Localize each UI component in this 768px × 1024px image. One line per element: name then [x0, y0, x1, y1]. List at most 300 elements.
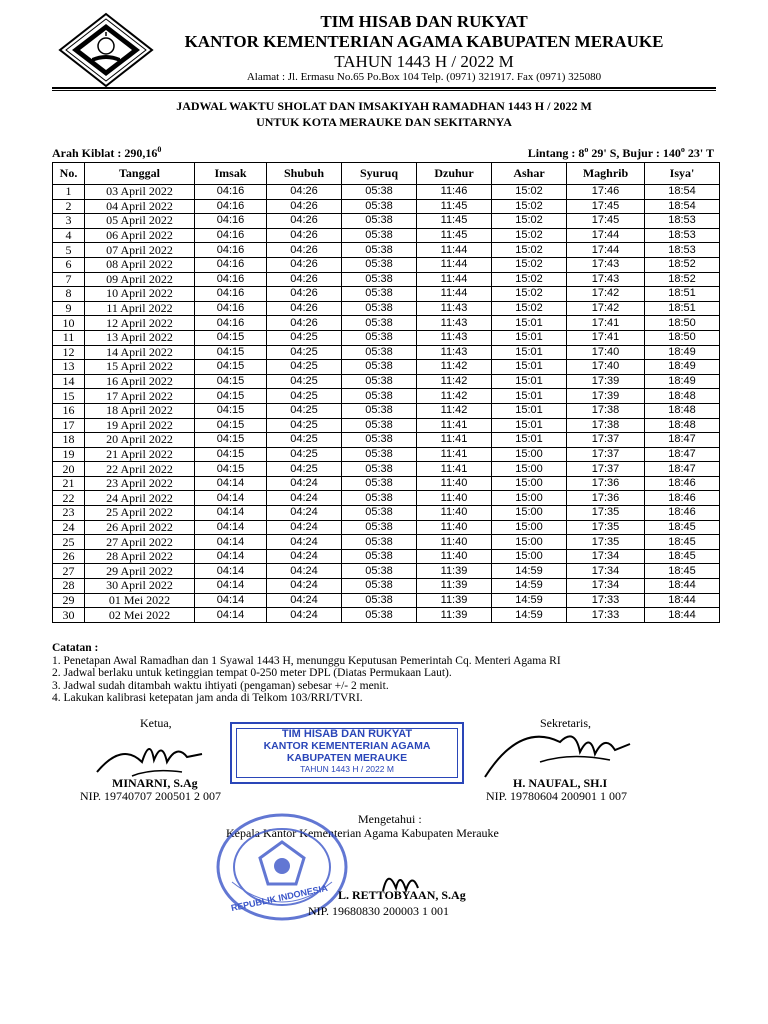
table-cell: 14 April 2022: [85, 345, 195, 360]
table-cell: 13: [53, 360, 85, 375]
column-header: Maghrib: [567, 163, 645, 185]
table-cell: 12 April 2022: [85, 316, 195, 331]
table-cell: 04:15: [195, 389, 267, 404]
secretary-signature-icon: [480, 722, 640, 782]
institution-name: TIM HISAB DAN RUKYAT: [320, 12, 528, 31]
table-cell: 05:38: [342, 374, 417, 389]
table-cell: 04:26: [267, 199, 342, 214]
table-cell: 04:14: [195, 520, 267, 535]
table-cell: 18:51: [645, 287, 720, 302]
table-cell: 15:01: [492, 418, 567, 433]
table-cell: 15:02: [492, 243, 567, 258]
table-cell: 9: [53, 301, 85, 316]
table-cell: 14:59: [492, 593, 567, 608]
table-cell: 04:16: [195, 228, 267, 243]
table-cell: 17:33: [567, 593, 645, 608]
table-cell: 04:16: [195, 243, 267, 258]
table-cell: 11:43: [417, 316, 492, 331]
table-cell: 04:15: [195, 374, 267, 389]
table-cell: 18:44: [645, 593, 720, 608]
table-cell: 04:25: [267, 389, 342, 404]
table-cell: 6: [53, 257, 85, 272]
table-cell: 17:44: [567, 243, 645, 258]
stamp-line: TIM HISAB DAN RUKYAT: [281, 728, 413, 740]
table-cell: 23: [53, 506, 85, 521]
table-cell: 04:15: [195, 403, 267, 418]
table-cell: 05:38: [342, 476, 417, 491]
table-cell: 05:38: [342, 593, 417, 608]
table-cell: 25 April 2022: [85, 506, 195, 521]
secretary-name: H. NAUFAL, SH.I: [513, 776, 608, 790]
table-row: [53, 345, 720, 360]
table-cell: 04:26: [267, 214, 342, 229]
chair-name: MINARNI, S.Ag: [112, 776, 198, 790]
table-cell: 14:59: [492, 579, 567, 594]
table-cell: 22: [53, 491, 85, 506]
table-cell: 17:36: [567, 476, 645, 491]
address: Alamat : Jl. Ermasu No.65 Po.Box 104 Telp. (0971) 321917. Fax (0971) 325080: [246, 71, 602, 83]
table-cell: 04:16: [195, 287, 267, 302]
table-cell: 04:15: [195, 345, 267, 360]
table-cell: 11:43: [417, 345, 492, 360]
secretary-role: Sekretaris,: [540, 716, 591, 730]
table-cell: 17:39: [567, 374, 645, 389]
table-row: [53, 418, 720, 433]
table-cell: 11:40: [417, 476, 492, 491]
table-cell: 4: [53, 228, 85, 243]
table-cell: 14:59: [492, 608, 567, 623]
table-cell: 04:14: [195, 579, 267, 594]
table-cell: 18:45: [645, 549, 720, 564]
table-cell: 04:25: [267, 433, 342, 448]
table-row: [53, 491, 720, 506]
stamp-line: TAHUN 1443 H / 2022 M: [300, 764, 394, 774]
table-cell: 15:01: [492, 374, 567, 389]
table-cell: 16: [53, 403, 85, 418]
table-cell: 17:39: [567, 389, 645, 404]
table-cell: 27: [53, 564, 85, 579]
table-cell: 11:45: [417, 214, 492, 229]
table-cell: 01 Mei 2022: [85, 593, 195, 608]
table-cell: 04:24: [267, 579, 342, 594]
table-cell: 11:46: [417, 185, 492, 200]
table-cell: 29 April 2022: [85, 564, 195, 579]
table-cell: 04:14: [195, 608, 267, 623]
table-row: [53, 476, 720, 491]
table-cell: 05:38: [342, 389, 417, 404]
table-row: [53, 564, 720, 579]
head-nip: NIP. 19680830 200003 1 001: [308, 904, 450, 918]
table-cell: 04:14: [195, 564, 267, 579]
table-cell: 18:46: [645, 476, 720, 491]
table-cell: 04:16: [195, 214, 267, 229]
document-subtitle: UNTUK KOTA MERAUKE DAN SEKITARNYA: [256, 115, 512, 129]
coordinates: Lintang : 8$^o$ 29' S, Bujur : 140$^o$ 23' T: [527, 145, 714, 160]
table-cell: 04:24: [267, 564, 342, 579]
table-cell: 04:24: [267, 491, 342, 506]
table-row: [53, 447, 720, 462]
table-cell: 18:48: [645, 389, 720, 404]
table-cell: 17:36: [567, 491, 645, 506]
table-cell: 17:45: [567, 214, 645, 229]
table-cell: 12: [53, 345, 85, 360]
table-cell: 04:26: [267, 185, 342, 200]
table-cell: 18:47: [645, 447, 720, 462]
table-cell: 15:02: [492, 272, 567, 287]
qibla-direction: Arah Kiblat : 290,16$^0$: [52, 145, 162, 160]
stamp-inner-border: [236, 728, 458, 778]
table-cell: 18:48: [645, 418, 720, 433]
table-cell: 11:39: [417, 579, 492, 594]
table-row: [53, 243, 720, 258]
table-cell: 11:40: [417, 535, 492, 550]
table-cell: 11:40: [417, 491, 492, 506]
table-cell: 04:26: [267, 257, 342, 272]
table-cell: 24 April 2022: [85, 491, 195, 506]
table-cell: 05:38: [342, 243, 417, 258]
table-cell: 17:40: [567, 360, 645, 375]
table-cell: 11:44: [417, 272, 492, 287]
document-title: JADWAL WAKTU SHOLAT DAN IMSAKIYAH RAMADHAN 1443 H / 2022 M: [176, 99, 592, 113]
table-cell: 17 April 2022: [85, 389, 195, 404]
table-row: [53, 330, 720, 345]
table-cell: 07 April 2022: [85, 243, 195, 258]
column-header: Isya': [645, 163, 720, 185]
table-cell: 19: [53, 447, 85, 462]
table-cell: 21: [53, 476, 85, 491]
table-cell: 04:26: [267, 272, 342, 287]
table-row: [53, 462, 720, 477]
table-row: [53, 389, 720, 404]
table-cell: 15:02: [492, 257, 567, 272]
table-cell: 04:24: [267, 506, 342, 521]
table-cell: 05:38: [342, 330, 417, 345]
stamp-line: KANTOR KEMENTERIAN AGAMA: [263, 740, 431, 752]
notes: [52, 642, 561, 705]
table-cell: 04:24: [267, 520, 342, 535]
table-cell: 23 April 2022: [85, 476, 195, 491]
table-cell: 11:42: [417, 360, 492, 375]
note-item: 3. Jadwal sudah ditambah waktu ihtiyati (pengaman) sebesar +/- 2 menit.: [52, 679, 389, 692]
table-cell: 06 April 2022: [85, 228, 195, 243]
table-cell: 11:39: [417, 593, 492, 608]
table-cell: 05:38: [342, 403, 417, 418]
column-header: Tanggal: [85, 163, 195, 185]
table-cell: 15:02: [492, 287, 567, 302]
table-row: [53, 535, 720, 550]
table-cell: 04:25: [267, 374, 342, 389]
table-cell: 18:46: [645, 491, 720, 506]
table-cell: 11:45: [417, 199, 492, 214]
table-cell: 17:43: [567, 257, 645, 272]
table-cell: 30: [53, 608, 85, 623]
prayer-schedule-table: [52, 162, 720, 623]
table-cell: 05:38: [342, 549, 417, 564]
table-cell: 17:41: [567, 316, 645, 331]
table-row: [53, 257, 720, 272]
head-name: L. RETTOBYAAN, S.Ag: [338, 888, 466, 902]
table-cell: 10 April 2022: [85, 287, 195, 302]
table-cell: 14:59: [492, 564, 567, 579]
table-cell: 11:44: [417, 287, 492, 302]
table-cell: 08 April 2022: [85, 257, 195, 272]
table-row: [53, 301, 720, 316]
table-row: [53, 506, 720, 521]
table-cell: 05:38: [342, 579, 417, 594]
table-cell: 26 April 2022: [85, 520, 195, 535]
table-cell: 04:16: [195, 272, 267, 287]
table-cell: 11:42: [417, 403, 492, 418]
table-row: [53, 316, 720, 331]
table-cell: 17:34: [567, 549, 645, 564]
header-divider-thin: [52, 90, 716, 91]
table-cell: 18:52: [645, 272, 720, 287]
table-cell: 04:15: [195, 418, 267, 433]
table-cell: 15:00: [492, 506, 567, 521]
table-cell: 18 April 2022: [85, 403, 195, 418]
table-cell: 13 April 2022: [85, 330, 195, 345]
table-cell: 05:38: [342, 257, 417, 272]
table-cell: 18:47: [645, 433, 720, 448]
table-cell: 17:38: [567, 403, 645, 418]
table-cell: 05:38: [342, 199, 417, 214]
table-cell: 11: [53, 330, 85, 345]
table-cell: 11:40: [417, 520, 492, 535]
acknowledge-label: Mengetahui :: [358, 812, 422, 826]
table-cell: 15:02: [492, 214, 567, 229]
table-cell: 04:25: [267, 403, 342, 418]
table-cell: 04:15: [195, 462, 267, 477]
table-cell: 15:02: [492, 301, 567, 316]
table-cell: 11:42: [417, 389, 492, 404]
table-cell: 18:51: [645, 301, 720, 316]
table-row: [53, 287, 720, 302]
table-cell: 18:53: [645, 214, 720, 229]
table-row: [53, 579, 720, 594]
table-cell: 04:26: [267, 301, 342, 316]
table-cell: 15:01: [492, 330, 567, 345]
table-cell: 05:38: [342, 345, 417, 360]
table-cell: 30 April 2022: [85, 579, 195, 594]
chair-role: Ketua,: [140, 716, 172, 730]
table-row: [53, 199, 720, 214]
table-cell: 04:15: [195, 433, 267, 448]
chair-signature-icon: [92, 732, 212, 782]
table-cell: 04:25: [267, 462, 342, 477]
table-cell: 11:43: [417, 330, 492, 345]
table-cell: 15:01: [492, 389, 567, 404]
table-cell: 11:44: [417, 243, 492, 258]
table-cell: 8: [53, 287, 85, 302]
table-cell: 28: [53, 579, 85, 594]
table-cell: 19 April 2022: [85, 418, 195, 433]
table-cell: 27 April 2022: [85, 535, 195, 550]
table-row: [53, 214, 720, 229]
notes-title: Catatan :: [52, 642, 99, 654]
table-cell: 04:16: [195, 199, 267, 214]
table-cell: 15:00: [492, 491, 567, 506]
table-cell: 20: [53, 462, 85, 477]
table-cell: 11:44: [417, 257, 492, 272]
table-cell: 17:44: [567, 228, 645, 243]
table-cell: 04:24: [267, 535, 342, 550]
table-cell: 15:00: [492, 535, 567, 550]
table-cell: 18:47: [645, 462, 720, 477]
table-cell: 04:14: [195, 593, 267, 608]
table-cell: 15:01: [492, 345, 567, 360]
table-cell: 17:42: [567, 301, 645, 316]
table-cell: 11:41: [417, 447, 492, 462]
table-cell: 22 April 2022: [85, 462, 195, 477]
seal-text: REPUBLIK INDONESIA: [230, 882, 329, 914]
year-line: TAHUN 1443 H / 2022 M: [334, 52, 514, 71]
table-cell: 15: [53, 389, 85, 404]
table-cell: 17:37: [567, 462, 645, 477]
table-cell: 05:38: [342, 301, 417, 316]
table-cell: 04:16: [195, 185, 267, 200]
table-cell: 04:24: [267, 476, 342, 491]
table-cell: 18:49: [645, 374, 720, 389]
table-cell: 17:38: [567, 418, 645, 433]
table-cell: 18:48: [645, 403, 720, 418]
table-row: [53, 272, 720, 287]
table-cell: 04:24: [267, 549, 342, 564]
table-cell: 09 April 2022: [85, 272, 195, 287]
head-title: Kepala Kantor Kementerian Agama Kabupaten Merauke: [226, 826, 499, 840]
table-cell: 04:24: [267, 593, 342, 608]
table-cell: 05:38: [342, 506, 417, 521]
table-cell: 03 April 2022: [85, 185, 195, 200]
column-header: No.: [53, 163, 85, 185]
table-cell: 15 April 2022: [85, 360, 195, 375]
table-cell: 15:00: [492, 549, 567, 564]
table-cell: 05:38: [342, 287, 417, 302]
table-row: [53, 185, 720, 200]
table-cell: 04:25: [267, 447, 342, 462]
note-item: 4. Lakukan kalibrasi ketepatan jam anda di Telkom 103/RRI/TVRI.: [52, 692, 363, 704]
table-cell: 04:14: [195, 476, 267, 491]
table-cell: 17:35: [567, 506, 645, 521]
table-row: [53, 433, 720, 448]
table-cell: 05:38: [342, 214, 417, 229]
table-cell: 11:42: [417, 374, 492, 389]
table-cell: 05:38: [342, 360, 417, 375]
table-row: [53, 403, 720, 418]
table-cell: 04:15: [195, 360, 267, 375]
table-cell: 24: [53, 520, 85, 535]
column-header: Shubuh: [267, 163, 342, 185]
table-row: [53, 228, 720, 243]
table-cell: 05:38: [342, 418, 417, 433]
table-row: [53, 520, 720, 535]
table-cell: 17: [53, 418, 85, 433]
table-cell: 04:24: [267, 608, 342, 623]
table-cell: 18:49: [645, 360, 720, 375]
table-cell: 15:02: [492, 228, 567, 243]
note-item: 2. Jadwal berlaku untuk ketinggian tempat 0-250 meter DPL (Diatas Permukaan Laut).: [52, 667, 452, 679]
table-cell: 05:38: [342, 316, 417, 331]
table-cell: 05:38: [342, 433, 417, 448]
table-cell: 04:25: [267, 418, 342, 433]
table-cell: 18:50: [645, 330, 720, 345]
table-cell: 17:33: [567, 608, 645, 623]
table-cell: 16 April 2022: [85, 374, 195, 389]
table-cell: 04:16: [195, 316, 267, 331]
table-cell: 17:37: [567, 447, 645, 462]
table-cell: 04:26: [267, 228, 342, 243]
table-cell: 17:34: [567, 564, 645, 579]
table-cell: 04:25: [267, 345, 342, 360]
table-cell: 04:14: [195, 506, 267, 521]
table-cell: 15:01: [492, 316, 567, 331]
table-cell: 04:14: [195, 549, 267, 564]
table-cell: 04:26: [267, 287, 342, 302]
table-cell: 05:38: [342, 491, 417, 506]
table-cell: 18:44: [645, 579, 720, 594]
table-cell: 15:01: [492, 433, 567, 448]
table-cell: 04:25: [267, 360, 342, 375]
table-cell: 15:01: [492, 403, 567, 418]
table-cell: 18:45: [645, 564, 720, 579]
table-cell: 04:14: [195, 535, 267, 550]
table-cell: 05 April 2022: [85, 214, 195, 229]
table-cell: 17:34: [567, 579, 645, 594]
table-cell: 11:40: [417, 549, 492, 564]
table-cell: 11:41: [417, 433, 492, 448]
table-cell: 04:15: [195, 447, 267, 462]
table-cell: 17:46: [567, 185, 645, 200]
table-cell: 15:00: [492, 447, 567, 462]
table-cell: 17:42: [567, 287, 645, 302]
table-cell: 11 April 2022: [85, 301, 195, 316]
table-cell: 11:41: [417, 418, 492, 433]
table-header-row: [53, 163, 720, 185]
table-cell: 15:00: [492, 520, 567, 535]
table-cell: 05:38: [342, 185, 417, 200]
table-row: [53, 549, 720, 564]
table-cell: 29: [53, 593, 85, 608]
table-cell: 18:54: [645, 185, 720, 200]
table-cell: 05:38: [342, 608, 417, 623]
table-cell: 18:49: [645, 345, 720, 360]
table-cell: 04:25: [267, 330, 342, 345]
table-cell: 15:00: [492, 476, 567, 491]
table-cell: 3: [53, 214, 85, 229]
table-cell: 1: [53, 185, 85, 200]
table-cell: 17:41: [567, 330, 645, 345]
table-cell: 7: [53, 272, 85, 287]
column-header: Dzuhur: [417, 163, 492, 185]
table-cell: 18:46: [645, 506, 720, 521]
table-row: [53, 360, 720, 375]
table-cell: 2: [53, 199, 85, 214]
table-cell: 28 April 2022: [85, 549, 195, 564]
table-cell: 17:43: [567, 272, 645, 287]
column-header: Syuruq: [342, 163, 417, 185]
table-cell: 11:40: [417, 506, 492, 521]
table-cell: 17:35: [567, 535, 645, 550]
table-cell: 18:50: [645, 316, 720, 331]
table-cell: 04:15: [195, 330, 267, 345]
table-cell: 04:16: [195, 257, 267, 272]
table-cell: 04:26: [267, 316, 342, 331]
table-cell: 15:02: [492, 199, 567, 214]
table-cell: 11:39: [417, 608, 492, 623]
secretary-nip: NIP. 19780604 200901 1 007: [486, 789, 628, 803]
table-cell: 20 April 2022: [85, 433, 195, 448]
table-cell: 05:38: [342, 520, 417, 535]
table-cell: 18:52: [645, 257, 720, 272]
